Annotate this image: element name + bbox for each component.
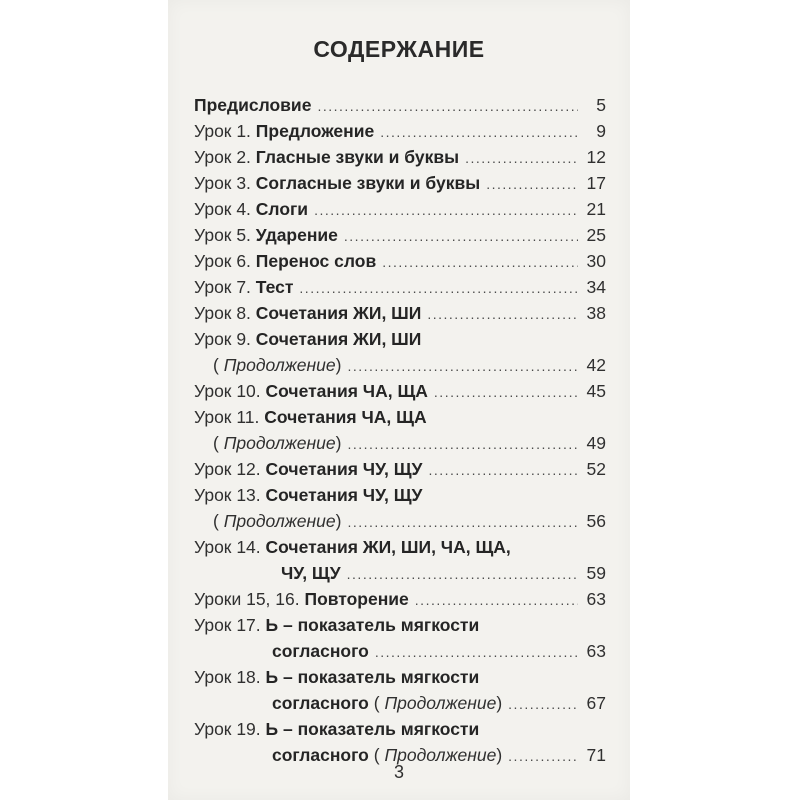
- entry-prefix: Урок 4.: [194, 199, 251, 219]
- continuation-label: Продолжение: [223, 511, 336, 531]
- entry-title: Предисловие: [194, 95, 312, 115]
- dot-leader: [380, 119, 578, 145]
- continuation-label: Продолжение: [384, 693, 497, 713]
- dot-leader: [347, 561, 578, 587]
- entry-title-continuation: ЧУ, ЩУ: [281, 563, 341, 583]
- continuation-note: ( Продолжение): [213, 511, 342, 531]
- dot-leader: [382, 249, 578, 275]
- entry-title: Перенос слов: [255, 251, 377, 271]
- continuation-label: Продолжение: [223, 433, 336, 453]
- entry-prefix: Урок 14.: [194, 537, 261, 557]
- dot-leader: [415, 587, 578, 613]
- table-of-contents: [194, 92, 606, 768]
- toc-entry-preface: [194, 92, 606, 118]
- toc-entry-lesson-17: [194, 612, 606, 638]
- entry-prefix: Урок 2.: [194, 147, 251, 167]
- entry-page: 71: [586, 745, 606, 765]
- toc-entry-lesson-13-continuation: [194, 508, 606, 534]
- dot-leader: [344, 223, 578, 249]
- entry-title: Сочетания ЖИ, ШИ: [255, 303, 422, 323]
- continuation-label: Продолжение: [384, 745, 497, 765]
- dot-leader: [508, 691, 578, 717]
- entry-prefix: Урок 8.: [194, 303, 251, 323]
- dot-leader: [486, 171, 578, 197]
- entry-page: 30: [586, 251, 606, 271]
- entry-page: 12: [586, 147, 606, 167]
- entry-prefix: Урок 1.: [194, 121, 251, 141]
- dot-leader: [347, 353, 578, 379]
- entry-page: 5: [596, 95, 606, 115]
- entry-prefix: Уроки 15, 16.: [194, 589, 300, 609]
- dot-leader: [317, 93, 578, 119]
- entry-prefix: Урок 7.: [194, 277, 251, 297]
- entry-prefix: Урок 3.: [194, 173, 251, 193]
- entry-page: 67: [586, 693, 606, 713]
- dot-leader: [465, 145, 578, 171]
- entry-title: Сочетания ЖИ, ШИ, ЧА, ЩА,: [265, 537, 511, 557]
- toc-entry-lesson-18-continuation: [194, 690, 606, 716]
- continuation-note: ( Продолжение): [213, 355, 342, 375]
- entry-prefix: Урок 5.: [194, 225, 251, 245]
- entry-title-continuation: согласного: [272, 641, 369, 661]
- toc-entry-lesson-14-continuation: [194, 560, 606, 586]
- entry-prefix: Урок 18.: [194, 667, 261, 687]
- toc-entry-lesson-19: [194, 716, 606, 742]
- entry-page: 52: [586, 459, 606, 479]
- entry-page: 59: [586, 563, 606, 583]
- page-title: СОДЕРЖАНИЕ: [313, 36, 485, 62]
- toc-entry-lesson-5: [194, 222, 606, 248]
- dot-leader: [347, 509, 578, 535]
- entry-title: Слоги: [255, 199, 309, 219]
- entry-prefix: Урок 11.: [194, 407, 260, 427]
- toc-entry-lesson-7: [194, 274, 606, 300]
- toc-entry-lesson-18: [194, 664, 606, 690]
- toc-entry-lesson-10: [194, 378, 606, 404]
- toc-entry-lesson-11-continuation: [194, 430, 606, 456]
- entry-page: 56: [586, 511, 606, 531]
- toc-entry-lesson-9: [194, 326, 606, 352]
- toc-entry-lesson-1: [194, 118, 606, 144]
- entry-page: 45: [586, 381, 606, 401]
- entry-title: Тест: [255, 277, 294, 297]
- entry-title: Сочетания ЧУ, ЩУ: [265, 485, 423, 505]
- entry-title-continuation: согласного: [272, 693, 369, 713]
- entry-prefix: Урок 10.: [194, 381, 261, 401]
- toc-entry-lesson-8: [194, 300, 606, 326]
- entry-title: Гласные звуки и буквы: [255, 147, 460, 167]
- continuation-label: Продолжение: [223, 355, 336, 375]
- book-page: [168, 0, 630, 800]
- entry-title: Ь – показатель мягкости: [265, 719, 480, 739]
- continuation-group: согласного ( Продолжение): [272, 745, 503, 765]
- toc-entry-lesson-11: [194, 404, 606, 430]
- dot-leader: [434, 379, 578, 405]
- entry-page: 9: [596, 121, 606, 141]
- toc-entry-lesson-13: [194, 482, 606, 508]
- dot-leader: [347, 431, 578, 457]
- toc-entry-lesson-3: [194, 170, 606, 196]
- entry-page: 49: [586, 433, 606, 453]
- entry-prefix: Урок 13.: [194, 485, 261, 505]
- entry-title: Ь – показатель мягкости: [265, 667, 480, 687]
- toc-entry-lessons-15-16: [194, 586, 606, 612]
- toc-entry-lesson-4: [194, 196, 606, 222]
- entry-page: 34: [586, 277, 606, 297]
- entry-title: Предложение: [255, 121, 375, 141]
- entry-title: Сочетания ЖИ, ШИ: [255, 329, 422, 349]
- dot-leader: [314, 197, 578, 223]
- entry-title: Ь – показатель мягкости: [265, 615, 480, 635]
- entry-page: 17: [586, 173, 606, 193]
- continuation-note: ( Продолжение): [213, 433, 342, 453]
- entry-prefix: Урок 12.: [194, 459, 261, 479]
- entry-title: Повторение: [304, 589, 409, 609]
- dot-leader: [428, 457, 578, 483]
- entry-title: Согласные звуки и буквы: [255, 173, 481, 193]
- toc-entry-lesson-9-continuation: [194, 352, 606, 378]
- entry-page: 42: [586, 355, 606, 375]
- entry-page: 25: [586, 225, 606, 245]
- dot-leader: [375, 639, 578, 665]
- entry-title: Сочетания ЧА, ЩА: [264, 407, 427, 427]
- continuation-group: согласного ( Продолжение): [272, 693, 503, 713]
- entry-prefix: Урок 19.: [194, 719, 261, 739]
- entry-title: Сочетания ЧА, ЩА: [265, 381, 428, 401]
- dot-leader: [427, 301, 578, 327]
- toc-entry-lesson-2: [194, 144, 606, 170]
- toc-entry-lesson-17-continuation: [194, 638, 606, 664]
- entry-title: Ударение: [255, 225, 338, 245]
- page-number: 3: [393, 762, 404, 782]
- entry-page: 38: [586, 303, 606, 323]
- entry-prefix: Урок 6.: [194, 251, 251, 271]
- entry-prefix: Урок 17.: [194, 615, 261, 635]
- entry-page: 63: [586, 641, 606, 661]
- dot-leader: [299, 275, 578, 301]
- toc-entry-lesson-6: [194, 248, 606, 274]
- entry-prefix: Урок 9.: [194, 329, 251, 349]
- toc-entry-lesson-12: [194, 456, 606, 482]
- toc-entry-lesson-14: [194, 534, 606, 560]
- entry-title-continuation: согласного: [272, 745, 369, 765]
- entry-title: Сочетания ЧУ, ЩУ: [265, 459, 423, 479]
- entry-page: 21: [586, 199, 606, 219]
- entry-page: 63: [586, 589, 606, 609]
